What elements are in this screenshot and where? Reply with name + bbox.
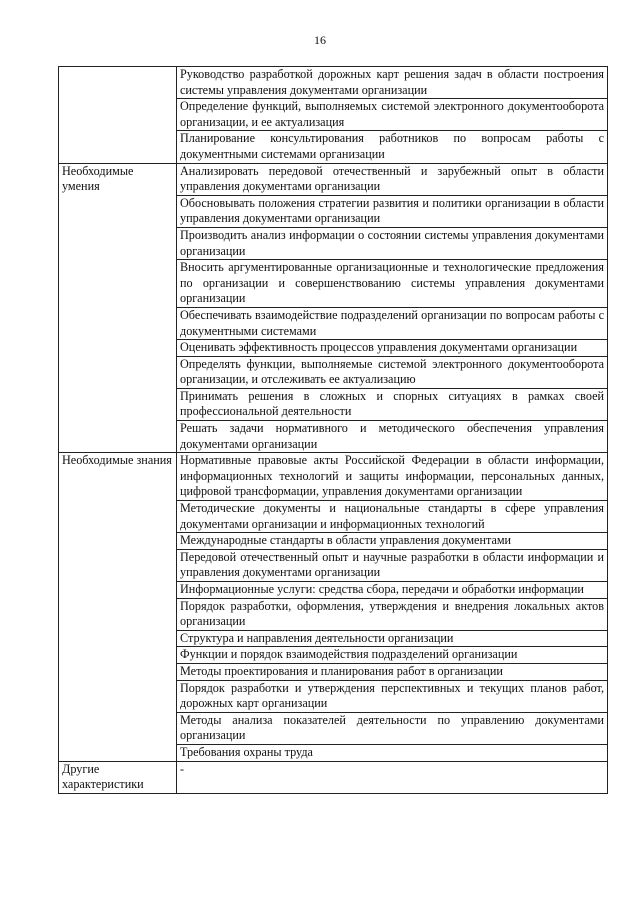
requirement-item (177, 680, 608, 712)
requirement-text: Требования охраны труда (180, 744, 313, 759)
requirement-item (177, 227, 608, 259)
requirement-text: Определять функции, выполняемые системой электронного документооборота организации, и отслеживать ее актуализацию (180, 356, 604, 387)
requirement-text: Нормативные правовые акты Российской Федерации в области информации, информационных технологий и защиты информации, персональных данных, цифровой трансформации, управления документами организации (180, 453, 604, 499)
requirement-item (177, 598, 608, 630)
page-number: 16 (314, 33, 326, 47)
requirement-text: Руководство разработкой дорожных карт решения задач в области построения системы управления документами организации (180, 67, 604, 97)
requirement-item (177, 131, 608, 163)
table-row (59, 761, 608, 793)
requirement-text: Определение функций, выполняемых системой электронного документооборота организации, и ее актуализация (180, 99, 604, 129)
section-label: Необходимые знания (59, 453, 177, 761)
table-row (59, 163, 608, 195)
requirement-item (177, 533, 608, 550)
requirement-item (177, 260, 608, 308)
requirement-text: Вносить аргументированные организационные и технологические предложения по организации и совершенствованию системы управления документами организации (180, 260, 604, 306)
requirement-text: Международные стандарты в области управления документами (180, 533, 512, 548)
requirement-item (177, 549, 608, 581)
requirement-text: Анализировать передовой отечественный и зарубежный опыт в области управления документами организации (180, 163, 604, 194)
requirement-item (177, 744, 608, 761)
requirement-item (177, 307, 608, 339)
requirement-item (177, 99, 608, 131)
requirement-item (177, 761, 608, 793)
requirement-item (177, 356, 608, 388)
requirement-text: Решать задачи нормативного и методического обеспечения управления документами организации (180, 421, 604, 451)
requirement-text: Методы проектирования и планирования работ в организации (180, 663, 503, 678)
requirement-item (177, 453, 608, 501)
requirement-text: Функции и порядок взаимодействия подразделений организации (180, 647, 518, 662)
requirements-table (58, 66, 608, 794)
section-label: Другие характеристики (59, 761, 177, 793)
requirement-text: Обеспечивать взаимодействие подразделений организации по вопросам работы с документными системами (180, 307, 604, 338)
requirement-text: Оценивать эффективность процессов управления документами организации (180, 340, 578, 355)
requirement-text: Планирование консультирования работников по вопросам работы с документными системами организации (180, 131, 604, 161)
requirement-item (177, 630, 608, 647)
requirement-text: Методы анализа показателей деятельности по управлению документами организации (180, 712, 604, 743)
requirement-item (177, 388, 608, 420)
requirement-text: Информационные услуги: средства сбора, передачи и обработки информации (180, 582, 584, 596)
requirement-item (177, 67, 608, 99)
requirement-item (177, 647, 608, 664)
requirement-item (177, 582, 608, 599)
requirement-item (177, 501, 608, 533)
requirement-text: Принимать решения в сложных и спорных ситуациях в рамках своей профессиональной деятельности (180, 388, 604, 419)
requirement-text: - (180, 761, 185, 776)
requirement-item (177, 195, 608, 227)
requirement-text: Обосновывать положения стратегии развития и политики организации в области управления документами организации (180, 195, 604, 226)
requirement-item (177, 663, 608, 680)
requirement-text: Производить анализ информации о состоянии системы управления документами организации (180, 227, 604, 258)
section-label (59, 67, 177, 164)
requirement-text: Порядок разработки, оформления, утверждения и внедрения локальных актов организации (180, 598, 604, 629)
section-label: Необходимые умения (59, 163, 177, 453)
table-row (59, 67, 608, 99)
table-row (59, 453, 608, 501)
requirement-text: Порядок разработки и утверждения перспективных и текущих планов работ, дорожных карт организации (180, 680, 604, 711)
requirement-text: Передовой отечественный опыт и научные разработки в области информации и управления документами организации (180, 549, 604, 580)
requirement-item (177, 340, 608, 357)
requirement-text: Структура и направления деятельности организации (180, 630, 454, 645)
requirement-item (177, 712, 608, 744)
requirement-item (177, 421, 608, 453)
requirement-item (177, 163, 608, 195)
requirement-text: Методические документы и национальные стандарты в сфере управления документами организации и информационных технологий (180, 501, 604, 531)
